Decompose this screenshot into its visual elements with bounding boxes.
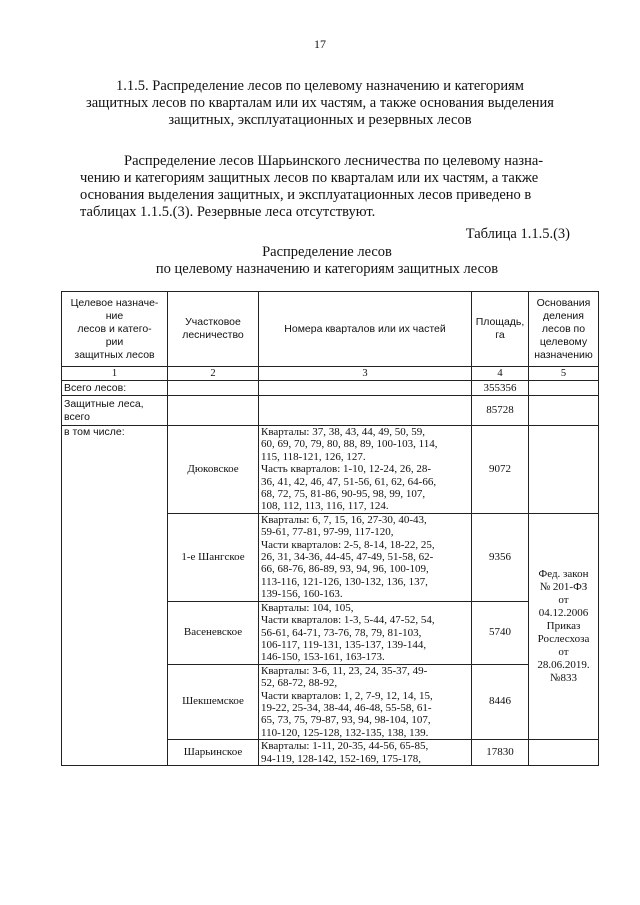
header-basis: Основания деления лесов по целевому назначению	[529, 292, 599, 367]
empty-cell	[529, 426, 599, 514]
header-quarters: Номера кварталов или их частей	[259, 292, 472, 367]
paragraph-line: Распределение лесов Шарьинского лесничества по целевому назна-	[124, 153, 544, 169]
column-number: 3	[259, 367, 472, 381]
header-purpose: Целевое назначе- ние лесов и катего- рии защитных лесов	[62, 292, 168, 367]
column-number: 5	[529, 367, 599, 381]
column-number: 4	[472, 367, 529, 381]
header-row	[62, 292, 599, 367]
total-area: 355356	[472, 381, 529, 396]
district-quarters: Кварталы: 3-6, 11, 23, 24, 35-37, 49- 52, 68-72, 88-92, Части кварталов: 1, 2, 7-9, 12, 14, 15, 19-22, 25-34, 38-44, 46-48, 55-58, 61- 65, 73, 75, 79-87, 93, 94, 98-104, 107, 110-120, 125-128, 132-135, 138, 139.	[259, 664, 472, 739]
section-title-line: защитных, эксплуатационных и резервных лесов	[168, 112, 472, 128]
district-name: 1-е Шангское	[168, 513, 259, 601]
district-area: 8446	[472, 664, 529, 739]
paragraph-line: таблицах 1.1.5.(3). Резервные леса отсутствуют.	[80, 204, 376, 220]
column-number-row	[62, 367, 599, 381]
empty-cell	[168, 381, 259, 396]
header-area: Площадь, га	[472, 292, 529, 367]
table-reference: Таблица 1.1.5.(3)	[465, 226, 570, 242]
column-number: 2	[168, 367, 259, 381]
caption-line: по целевому назначению и категориям защитных лесов	[155, 261, 499, 277]
caption-line: Распределение лесов	[262, 244, 392, 260]
district-name: Дюковское	[168, 426, 259, 514]
protective-label: Защитные леса, всего	[62, 396, 168, 426]
basis-document: Фед. закон № 201-ФЗ от 04.12.2006 Приказ Рослесхоза от 28.06.2019. №833	[529, 513, 599, 739]
section-title-line: 1.1.5. Распределение лесов по целевому назначению и категориям	[116, 78, 524, 94]
district-area: 17830	[472, 740, 529, 766]
paragraph-line: чению и категориям защитных лесов по кварталам или их частям, а также	[80, 170, 539, 186]
paragraph-line: основания выделения защитных, и эксплуатационных лесов приведено в	[80, 187, 532, 203]
empty-cell	[529, 740, 599, 766]
district-quarters: Кварталы: 6, 7, 15, 16, 27-30, 40-43, 59-61, 77-81, 97-99, 117-120, Части кварталов: 2-5, 8-14, 18-22, 25, 26, 31, 34-36, 44-45, 47-49, 51-58, 62- 66, 68-76, 86-89, 93, 94, 96, 100-109, 113-116, 121-126, 130-132, 136, 137, 139-156, 160-163.	[259, 513, 472, 601]
empty-cell	[529, 396, 599, 426]
including-label: в том числе:	[62, 426, 168, 766]
empty-cell	[259, 396, 472, 426]
forest-distribution-table	[61, 291, 599, 766]
district-name: Шарьинское	[168, 740, 259, 766]
total-label: Всего лесов:	[62, 381, 168, 396]
district-area: 9356	[472, 513, 529, 601]
protective-area: 85728	[472, 396, 529, 426]
total-row	[62, 381, 599, 396]
empty-cell	[529, 381, 599, 396]
page-number: 17	[314, 37, 326, 51]
district-name: Шекшемское	[168, 664, 259, 739]
district-quarters: Кварталы: 104, 105, Части кварталов: 1-3, 5-44, 47-52, 54, 56-61, 64-71, 73-76, 78, 79, 81-103, 106-117, 119-131, 135-137, 139-144, 146-150, 153-161, 163-173.	[259, 601, 472, 664]
protective-row	[62, 396, 599, 426]
header-district: Участковое лесничество	[168, 292, 259, 367]
table-caption	[80, 244, 574, 278]
section-title	[70, 78, 570, 129]
district-area: 5740	[472, 601, 529, 664]
district-row	[62, 426, 599, 514]
empty-cell	[168, 396, 259, 426]
section-title-line: защитных лесов по кварталам или их частям, а также основания выделения	[86, 95, 554, 111]
district-area: 9072	[472, 426, 529, 514]
intro-paragraph	[80, 153, 574, 221]
column-number: 1	[62, 367, 168, 381]
district-quarters: Кварталы: 37, 38, 43, 44, 49, 50, 59, 60, 69, 70, 79, 80, 88, 89, 100-103, 114, 115, 118-121, 126, 127. Часть кварталов: 1-10, 12-24, 26, 28- 36, 41, 42, 46, 47, 51-56, 61, 62, 64-66, 68, 72, 75, 81-86, 90-95, 98, 99, 107, 108, 112, 113, 116, 117, 124.	[259, 426, 472, 514]
district-name: Васеневское	[168, 601, 259, 664]
empty-cell	[259, 381, 472, 396]
district-quarters: Кварталы: 1-11, 20-35, 44-56, 65-85, 94-119, 128-142, 152-169, 175-178,	[259, 740, 472, 766]
